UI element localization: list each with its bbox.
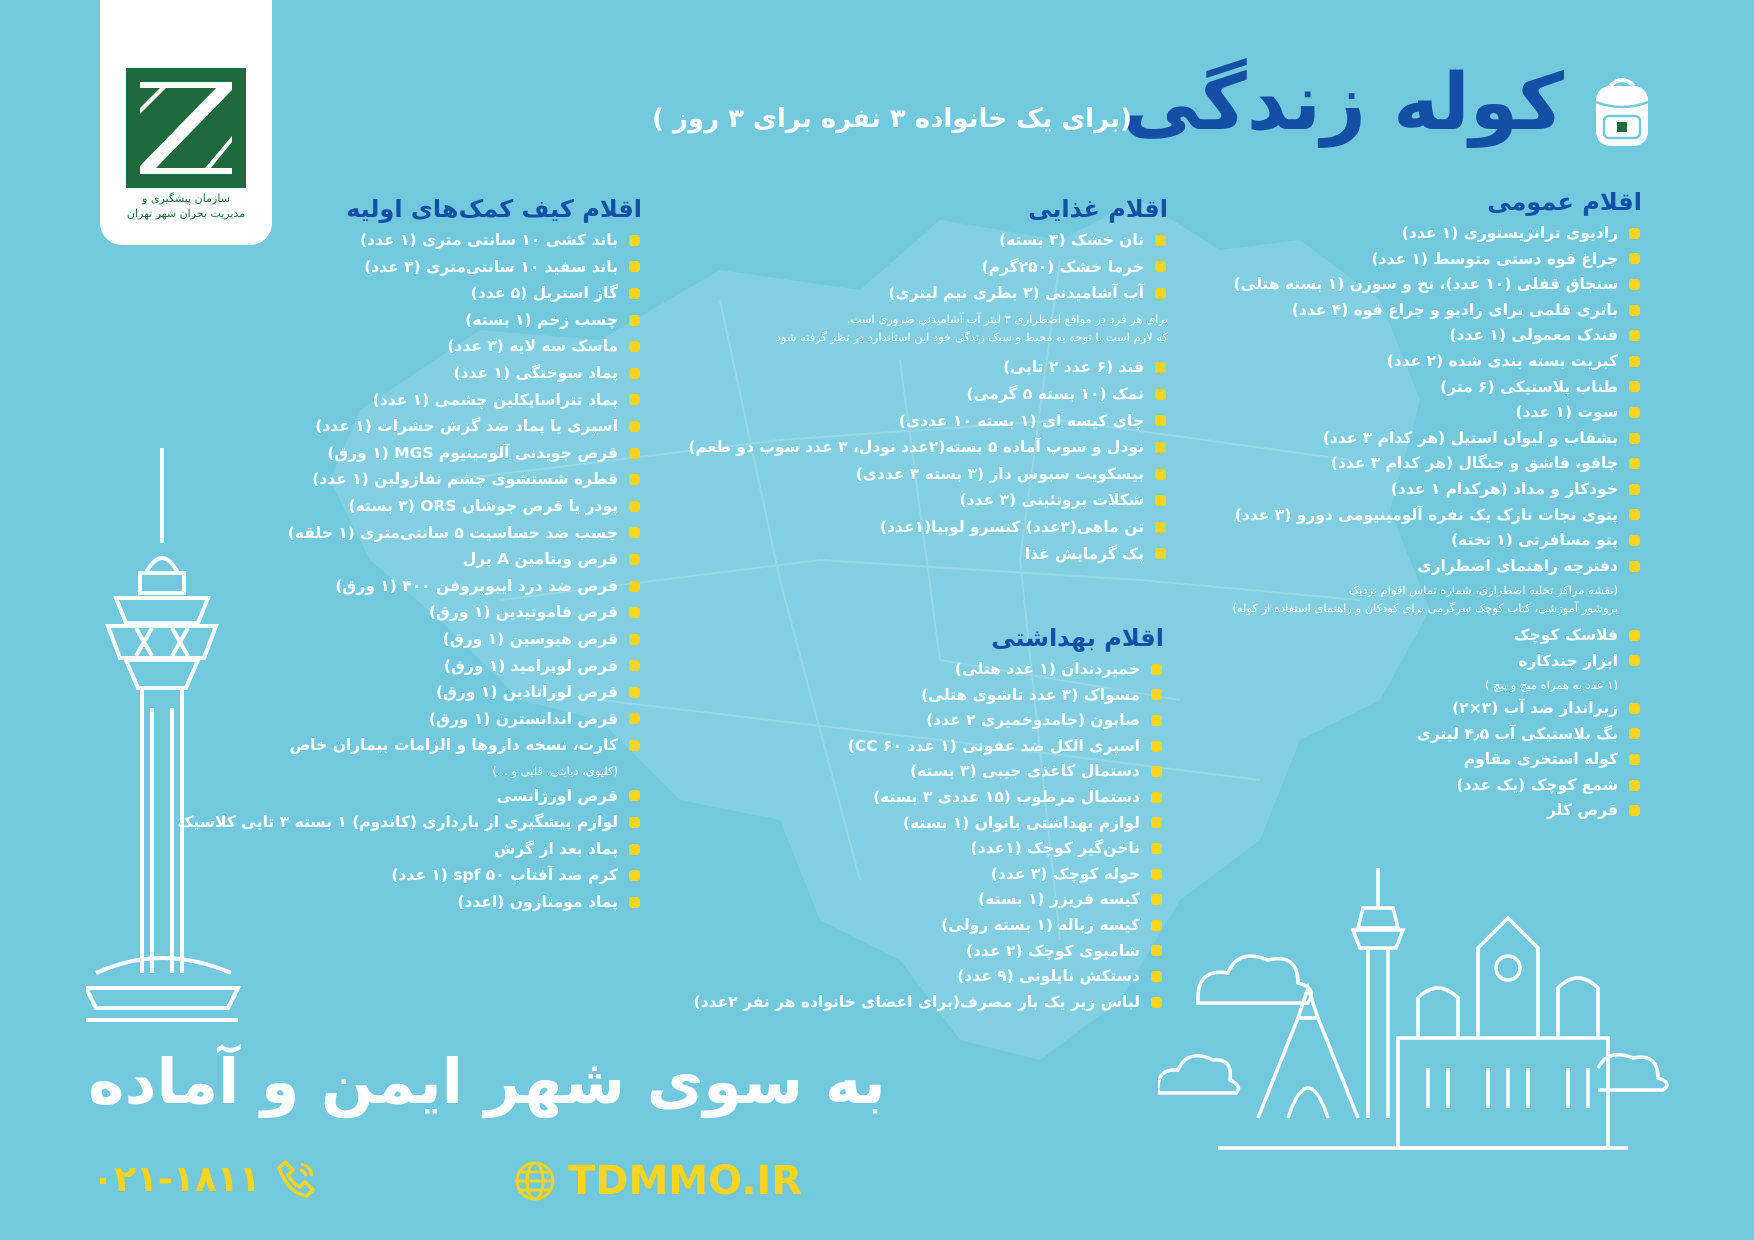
food-items-list xyxy=(688,231,1168,303)
list-item-label: فندک معمولی (۱ عدد) xyxy=(1449,326,1618,345)
list-item-label: ابزار چندکاره xyxy=(1518,651,1618,670)
list-item xyxy=(1232,326,1642,345)
travel-blanket-icon xyxy=(1626,532,1642,548)
page-subtitle: (برای یک خانواده ۳ نفره برای ۳ روز ) xyxy=(652,104,1132,134)
tape-icon xyxy=(626,525,642,541)
list-item-label: لوازم پیشگیری از بارداری (کاندوم) ۱ بسته ۳ تایی کلاسیک xyxy=(177,813,618,832)
list-item xyxy=(178,258,642,277)
list-item xyxy=(694,788,1164,807)
list-item-label: آب آشامیدنی (۳ بطری نیم لیتری) xyxy=(888,284,1144,303)
list-item xyxy=(688,231,1168,250)
list-item xyxy=(688,518,1168,537)
list-item xyxy=(1232,352,1642,371)
general-heading: اقلام عمومی xyxy=(1487,188,1642,216)
list-item-label: پماد تتراسایکلین چشمی (۱ عدد) xyxy=(372,390,618,409)
phone-icon xyxy=(275,1158,317,1200)
list-item xyxy=(1232,750,1642,769)
pill-icon xyxy=(1626,803,1642,819)
soap-icon xyxy=(1148,712,1164,728)
list-item-label: کارت، نسخه داروها و الزامات بیماران خاص xyxy=(289,736,618,755)
salt-icon xyxy=(1152,386,1168,402)
list-item-label: صابون (جامدوخمیری ۲ عدد) xyxy=(926,711,1140,730)
list-item xyxy=(178,893,642,912)
pen-icon xyxy=(1626,481,1642,497)
list-item xyxy=(178,470,642,489)
list-item xyxy=(688,284,1168,303)
noodle-icon xyxy=(1152,439,1168,455)
list-item-label: بگ پلاستیکی آب ۴٫۵ لیتری xyxy=(1416,724,1618,743)
list-item xyxy=(178,736,642,755)
list-item-label: ماسک سه لایه (۳ عدد) xyxy=(447,337,618,356)
list-item-label: ناخن‌گیر کوچک (۱عدد) xyxy=(970,839,1140,858)
pill-icon xyxy=(626,578,642,594)
list-item xyxy=(688,412,1168,431)
list-item xyxy=(178,657,642,676)
flask-icon xyxy=(1626,627,1642,643)
pad-icon xyxy=(1148,815,1164,831)
logo-org-line1: سازمان پیشگیری و xyxy=(142,192,230,205)
list-item-label: کرم ضد آفتاب spf ۵۰ (۱ عدد) xyxy=(391,866,618,885)
food-items-column xyxy=(688,195,1168,571)
city-skyline-illustration xyxy=(1158,868,1678,1168)
list-item xyxy=(1232,250,1642,269)
list-item xyxy=(178,497,642,516)
list-item xyxy=(694,967,1164,986)
list-item xyxy=(1232,557,1642,576)
list-item-label: نودل و سوپ آماده ۵ بسته(۲عدد نودل، ۳ عدد سوپ دو طعم) xyxy=(688,438,1144,457)
list-item xyxy=(178,683,642,702)
list-item-label: دستمال کاغذی جیبی (۳ بسته) xyxy=(910,762,1140,781)
pill-icon xyxy=(626,605,642,621)
plate-icon xyxy=(1626,430,1642,446)
candle-icon xyxy=(1626,777,1642,793)
list-item-label: چسب ضد حساسیت ۵ سانتی‌متری (۱ حلقه) xyxy=(287,523,618,542)
water-bottle-icon xyxy=(1152,285,1168,301)
pill-icon xyxy=(626,684,642,700)
list-item-label: قرص کلر xyxy=(1546,801,1618,820)
list-item xyxy=(1232,652,1642,671)
list-item-label: شمع کوچک (یک عدد) xyxy=(1456,775,1618,794)
bread-icon xyxy=(1152,232,1168,248)
list-item-label: نان خشک (۳ بسته) xyxy=(999,231,1144,249)
list-item xyxy=(178,284,642,303)
list-item-label: اسپری یا پماد ضد گزش حشرات (۱ عدد) xyxy=(315,417,618,436)
list-item xyxy=(688,258,1168,277)
nail-clipper-icon xyxy=(1148,840,1164,856)
mask-icon xyxy=(626,339,642,355)
list-item-label: کیسه فریزر (۱ بسته) xyxy=(978,890,1140,909)
list-item-label: لباس زیر یک بار مصرف(برای اعضای خانواده هر نفر ۲عدد) xyxy=(693,992,1140,1011)
biscuit-icon xyxy=(1152,466,1168,482)
list-item-label: رادیوی ترانزیستوری (۱ عدد) xyxy=(1401,224,1618,242)
list-item-label: دستکش نایلونی (۹ عدد) xyxy=(957,967,1140,986)
list-item-label: قطره شستشوی چشم نفازولین (۱ عدد) xyxy=(312,470,618,489)
list-item-label: سنجاق قفلی (۱۰ عدد)، نخ و سوزن (۱ بسته هتلی) xyxy=(1233,275,1618,294)
list-item-label: قرص ضد درد ایبوپروفن ۴۰۰ (۱ ورق) xyxy=(335,576,618,595)
list-item xyxy=(688,358,1168,377)
hygiene-items-column xyxy=(694,624,1164,1018)
ointment-icon xyxy=(626,841,642,857)
list-item xyxy=(178,444,642,463)
list-item xyxy=(694,762,1164,781)
booklet-note-1: (نقشه مراکز تخلیه اضطراری، شماره تماس اقوام نزدیک xyxy=(1348,583,1618,598)
list-item xyxy=(1232,429,1642,448)
list-item-label: خمیردندان (۱ عدد هتلی) xyxy=(954,660,1140,678)
list-item-label: پماد سوختگی (۱ عدد) xyxy=(453,363,618,382)
list-item xyxy=(178,550,642,569)
list-item xyxy=(178,813,642,832)
list-item xyxy=(688,545,1168,564)
mat-icon xyxy=(1626,700,1642,716)
list-item-label: باتری قلمی برای رادیو و چراغ قوه (۴ عدد) xyxy=(1291,300,1618,319)
rope-icon xyxy=(1626,379,1642,395)
vitamin-icon xyxy=(626,551,642,567)
firstaid-items-list xyxy=(178,231,642,755)
list-item xyxy=(178,710,642,729)
list-item-label: پودر یا قرص جوشان ORS (۳ بسته) xyxy=(348,496,618,515)
general-items-list-2 xyxy=(1232,626,1642,670)
phone-text: ۰۲۱-۱۸۱۱ xyxy=(92,1158,261,1200)
list-item xyxy=(178,311,642,330)
list-item-label: چراغ قوه دستی متوسط (۱ عدد) xyxy=(1371,249,1618,268)
list-item xyxy=(694,660,1164,679)
list-item-label: پماد مومتازون (اعدد) xyxy=(457,893,618,912)
list-item xyxy=(688,438,1168,457)
plaster-icon xyxy=(626,312,642,328)
eye-ointment-icon xyxy=(626,392,642,408)
ors-icon xyxy=(626,498,642,514)
list-item-label: چاقو، قاشق و چنگال (هر کدام ۳ عدد) xyxy=(1330,454,1618,473)
list-item xyxy=(178,337,642,356)
food-items-list-2 xyxy=(688,358,1168,563)
list-item xyxy=(688,465,1168,484)
list-item-label: قرص لوراتادین (۱ ورق) xyxy=(435,683,618,702)
card-icon xyxy=(626,738,642,754)
list-item xyxy=(694,916,1164,935)
water-note-1: برای هر فرد در مواقع اضطراری ۳ لیتر آب آشامیدنی ضروری است. xyxy=(846,311,1168,326)
needle-icon xyxy=(1626,276,1642,292)
list-item-label: گاز استریل (۵ عدد) xyxy=(470,284,618,303)
list-item-label: پک گرمایش غذا xyxy=(1024,544,1144,563)
list-item xyxy=(694,737,1164,756)
pill-icon xyxy=(626,711,642,727)
list-item-label: اسپری الکل ضد عفونی (۱ عدد ۶۰ CC) xyxy=(847,736,1140,755)
list-item xyxy=(178,603,642,622)
milad-tower-illustration xyxy=(86,448,246,1028)
list-item-label: حوله کوچک (۳ عدد) xyxy=(990,864,1140,883)
globe-icon xyxy=(514,1160,556,1202)
logo-org-line2: مدیریت بحران شهر تهران xyxy=(126,206,246,220)
gauze-icon xyxy=(626,285,642,301)
list-item xyxy=(688,491,1168,510)
list-item xyxy=(178,391,642,410)
wet-wipes-icon xyxy=(1148,789,1164,805)
list-item xyxy=(1232,699,1642,718)
contraceptive-icon xyxy=(626,815,642,831)
blanket-icon xyxy=(1626,507,1642,523)
list-item-label: خودکار و مداد (هرکدام ۱ عدد) xyxy=(1390,479,1618,498)
whistle-icon xyxy=(1626,404,1642,420)
list-item-label: قرص لوپرامید (۱ ورق) xyxy=(443,656,618,675)
list-item-label: خرما خشک (۲۵۰گرم) xyxy=(981,257,1144,276)
list-item-label: شامپوی کوچک (۲ عدد) xyxy=(965,941,1140,960)
list-item xyxy=(178,630,642,649)
list-item xyxy=(1232,403,1642,422)
multitool-note: (۱ عدد به همراه میخ و پیچ ) xyxy=(1484,678,1618,693)
list-item-label: کبریت بسته بندی شده (۲ عدد) xyxy=(1386,351,1618,370)
ointment-icon xyxy=(626,365,642,381)
list-item-label: چای کیسه ای (۱ بسته ۱۰ عددی) xyxy=(898,411,1144,430)
backpack-icon xyxy=(1582,72,1662,152)
booklet-note-2: بروشور آموزشی، کتاب کوچک سرگرمی برای کودکان و راهنمای استفاده از کوله) xyxy=(1232,601,1618,616)
list-item-label: قرص اورژانسی xyxy=(496,786,618,805)
firstaid-items-list-2 xyxy=(178,787,642,912)
list-item xyxy=(1232,378,1642,397)
heating-pack-icon xyxy=(1152,546,1168,562)
pill-icon xyxy=(626,631,642,647)
battery-icon xyxy=(1626,302,1642,318)
toothpaste-icon xyxy=(1148,661,1164,677)
list-item-label: پتو مسافرتی (۱ تخته) xyxy=(1451,531,1618,550)
list-item-label: مسواک (۳ عدد تاشوی هتلی) xyxy=(921,685,1140,704)
list-item-label: کوله استخری مقاوم xyxy=(1463,750,1618,769)
list-item xyxy=(178,866,642,885)
water-note-2: که لازم است با توجه به محیط و سبک زندگی خود این استاندارد در نظر گرفته شود xyxy=(775,329,1168,344)
dates-icon xyxy=(1152,259,1168,275)
list-item xyxy=(694,686,1164,705)
list-item-label: چسب زخم (۱ بسته) xyxy=(465,310,618,329)
list-item xyxy=(694,814,1164,833)
list-item-label: لوازم بهداشتی بانوان (۱ بسته) xyxy=(903,813,1140,832)
footer-slogan: به سوی شهر ایمن و آماده xyxy=(88,1045,886,1118)
list-item-label: طناب پلاستیکی (۶ متر) xyxy=(1440,377,1618,396)
general-items-list xyxy=(1232,224,1642,575)
list-item-label: تن ماهی(۳عدد) کنسرو لوبیا(۱عدد) xyxy=(880,517,1144,536)
sunscreen-icon xyxy=(626,868,642,884)
backpack-icon xyxy=(1626,751,1642,767)
website-link[interactable] xyxy=(514,1158,802,1204)
list-item xyxy=(694,890,1164,909)
list-item-label: فلاسک کوچک xyxy=(1513,625,1618,644)
list-item-label: دستمال مرطوب (۱۵ عددی ۳ بسته) xyxy=(873,787,1140,806)
organization-logo xyxy=(126,68,246,188)
tea-icon xyxy=(1152,413,1168,429)
eye-drop-icon xyxy=(626,472,642,488)
list-item xyxy=(694,839,1164,858)
list-item xyxy=(1232,801,1642,820)
can-icon xyxy=(1152,519,1168,535)
multitool-icon xyxy=(1626,653,1642,669)
list-item xyxy=(1232,224,1642,243)
list-item xyxy=(694,942,1164,961)
list-item xyxy=(694,993,1164,1012)
card-note: (کلیوی، دیابتی، قلبی و ...) xyxy=(492,763,618,778)
general-items-list-3 xyxy=(1232,699,1642,820)
list-item-label: پماد بعد از گزش xyxy=(494,839,618,858)
list-item xyxy=(1232,454,1642,473)
website-text: TDMMO.IR xyxy=(568,1158,803,1204)
list-item xyxy=(178,417,642,436)
page-title: کوله زندگی xyxy=(1122,58,1564,148)
list-item-label: قرص هیوسین (۱ ورق) xyxy=(442,629,618,648)
hygiene-heading: اقلام بهداشتی xyxy=(991,624,1164,652)
list-item-label: قند (۶ عدد ۲ تایی) xyxy=(1003,358,1144,377)
list-item xyxy=(1232,301,1642,320)
tablet-icon xyxy=(626,445,642,461)
list-item xyxy=(688,385,1168,404)
toothbrush-icon xyxy=(1148,687,1164,703)
list-item xyxy=(1232,506,1642,525)
list-item-label: کیسه زباله (۱ بسته رولی) xyxy=(941,915,1140,934)
list-item-label: شکلات پروتئینی (۳ عدد) xyxy=(959,491,1144,510)
list-item-label: باند سفید ۱۰ سانتی‌متری (۳ عدد) xyxy=(364,257,618,276)
bandage-icon xyxy=(626,232,642,248)
list-item-label: قرص اندانسترن (۱ ورق) xyxy=(428,709,618,728)
spray-icon xyxy=(1148,738,1164,754)
list-item-label: سوت (۱ عدد) xyxy=(1515,403,1618,422)
list-item-label: باند کشی ۱۰ سانتی متری (۱ عدد) xyxy=(360,231,618,249)
list-item-label: پتوی نجات نازک یک نفره آلومینیومی دورو (۳ عدد) xyxy=(1234,505,1618,524)
firstaid-heading: اقلام کیف کمک‌های اولیه xyxy=(346,195,642,223)
list-item xyxy=(178,524,642,543)
firstaid-items-column xyxy=(178,195,642,920)
flashlight-icon xyxy=(1626,251,1642,267)
phone-number[interactable] xyxy=(92,1158,317,1200)
list-item-label: قرص فاموتیدین (۱ ورق) xyxy=(428,603,618,622)
list-item-label: قرص ویتامین A پرل xyxy=(462,550,618,569)
list-item-label: بیسکویت سبوس دار (۳ بسته ۳ عددی) xyxy=(855,464,1144,483)
pill-icon xyxy=(626,658,642,674)
lighter-icon xyxy=(1626,328,1642,344)
list-item xyxy=(694,865,1164,884)
hygiene-items-list xyxy=(694,660,1164,1011)
list-item xyxy=(1232,776,1642,795)
list-item-label: دفترچه راهنمای اضطراری xyxy=(1417,556,1618,575)
list-item xyxy=(694,711,1164,730)
list-item xyxy=(178,840,642,859)
list-item xyxy=(178,577,642,596)
list-item xyxy=(1232,275,1642,294)
water-bag-icon xyxy=(1626,726,1642,742)
list-item xyxy=(1232,531,1642,550)
list-item-label: نمک (۱۰ بسته ۵ گرمی) xyxy=(966,385,1144,403)
booklet-icon xyxy=(1626,558,1642,574)
matches-icon xyxy=(1626,353,1642,369)
radio-icon xyxy=(1626,225,1642,241)
list-item-label: بشقاب و لیوان استیل (هر کدام ۳ عدد) xyxy=(1322,428,1618,447)
insect-spray-icon xyxy=(626,418,642,434)
cutlery-icon xyxy=(1626,456,1642,472)
list-item xyxy=(1232,480,1642,499)
ointment-icon xyxy=(626,894,642,910)
general-items-column xyxy=(1232,188,1642,827)
sugar-icon xyxy=(1152,360,1168,376)
list-item-label: زیرانداز ضد آب (۳×۲) xyxy=(1452,698,1618,717)
list-item xyxy=(178,787,642,806)
list-item xyxy=(178,364,642,383)
list-item-label: قرص جویدنی آلومینیوم MGS (۱ ورق) xyxy=(327,443,618,462)
chocolate-icon xyxy=(1152,493,1168,509)
list-item xyxy=(1232,725,1642,744)
tissue-icon xyxy=(1148,764,1164,780)
list-item xyxy=(178,231,642,250)
pill-icon xyxy=(626,788,642,804)
food-heading: اقلام غذایی xyxy=(1028,195,1168,223)
gauze-roll-icon xyxy=(626,259,642,275)
list-item xyxy=(1232,626,1642,645)
